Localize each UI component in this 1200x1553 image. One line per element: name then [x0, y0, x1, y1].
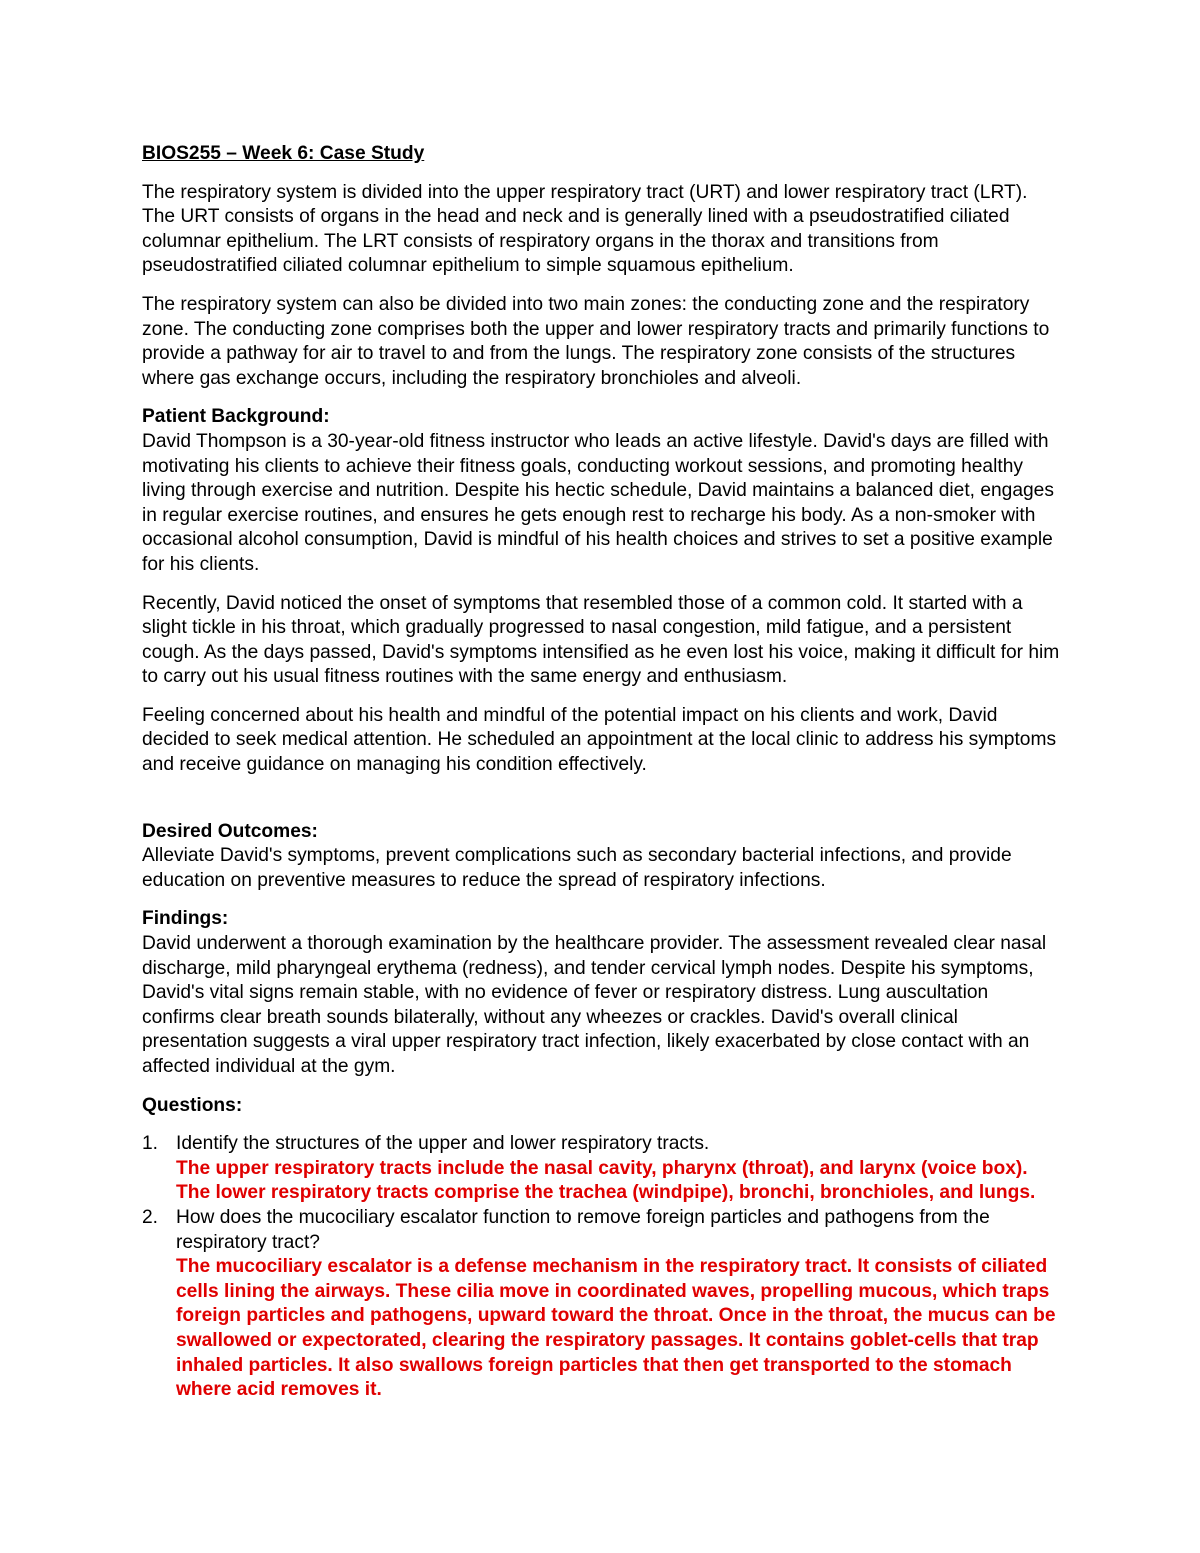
- document-body: [142, 142, 1062, 1403]
- patient-background-section: [142, 405, 1062, 577]
- intro-paragraph-1: The respiratory system is divided into the upper respiratory tract (URT) and lower respiratory tract (LRT). The URT consists of organs in the head and neck and is generally lined with a pseudostratified ciliated columnar epithelium. The LRT consists of respiratory organs in the thorax and transitions from pseudostratified ciliated columnar epithelium to simple squamous epithelium.: [142, 181, 1028, 277]
- page-title: BIOS255 – Week 6: Case Study: [142, 143, 425, 164]
- intro-paragraph-2: The respiratory system can also be divided into two main zones: the conducting zone and the respiratory zone. The conducting zone comprises both the upper and lower respiratory tracts and primarily functions to provide a pathway for air to travel to and from the lungs. The respiratory zone consists of the structures where gas exchange occurs, including the respiratory bronchioles and alveoli.: [142, 293, 1050, 389]
- question-item: [142, 1206, 1062, 1403]
- blank-line: [142, 792, 1062, 820]
- findings-section: [142, 907, 1062, 1079]
- questions-heading-label: Questions:: [142, 1094, 243, 1116]
- question-text: How does the mucociliary escalator function to remove foreign particles and pathogens from the respiratory tract?: [176, 1206, 990, 1253]
- answer-text: The mucociliary escalator is a defense mechanism in the respiratory tract. It consists of ciliated cells lining the airways. These cilia move in coordinated waves, propelling mucous, which traps foreign particles and pathogens, upward toward the throat. Once in the throat, the mucus can be swallowed or expectorated, clearing the respiratory passages. It contains goblet-cells that trap inhaled particles. It also swallows foreign particles that then get transported to the stomach where acid removes it.: [176, 1256, 1056, 1401]
- findings-heading: Findings:: [142, 908, 229, 930]
- patient-background-paragraph-2: Recently, David noticed the onset of symptoms that resembled those of a common cold. It started with a slight tickle in his throat, which gradually progressed to nasal congestion, mild fatigue, and a persistent cough. As the days passed, David's symptoms intensified as he even lost his voice, making it difficult for him to carry out his usual fitness routines with the same energy and enthusiasm.: [142, 592, 1060, 688]
- question-number: 1.: [142, 1133, 159, 1155]
- question-item: [142, 1132, 1062, 1206]
- desired-outcomes-text: Alleviate David's symptoms, prevent complications such as secondary bacterial infections, and provide education on preventive measures to reduce the spread of respiratory infections.: [142, 845, 1012, 891]
- patient-background-heading: Patient Background:: [142, 406, 330, 428]
- desired-outcomes-heading: Desired Outcomes:: [142, 820, 318, 842]
- patient-background-paragraph-3: Feeling concerned about his health and mindful of the potential impact on his clients and work, David decided to seek medical attention. He scheduled an appointment at the local clinic to address his symptoms and receive guidance on managing his condition effectively.: [142, 704, 1057, 776]
- patient-background-paragraph-1: David Thompson is a 30-year-old fitness instructor who leads an active lifestyle. David's days are filled with motivating his clients to achieve their fitness goals, conducting workout sessions, and promoting healthy living through exercise and nutrition. Despite his hectic schedule, David maintains a balanced diet, engages in regular exercise routines, and ensures he gets enough rest to recharge his body. As a non-smoker with occasional alcohol consumption, David is mindful of his health choices and strives to set a positive example for his clients.: [142, 430, 1054, 575]
- question-number: 2.: [142, 1206, 159, 1228]
- answer-text: The upper respiratory tracts include the nasal cavity, pharynx (throat), and larynx (voice box). The lower respiratory tracts comprise the trachea (windpipe), bronchi, bronchioles, and lungs.: [176, 1157, 1036, 1204]
- questions-heading: [142, 1094, 1062, 1119]
- questions-list: [142, 1132, 1062, 1403]
- desired-outcomes-section: [142, 820, 1062, 894]
- findings-text: David underwent a thorough examination by the healthcare provider. The assessment revealed clear nasal discharge, mild pharyngeal erythema (redness), and tender cervical lymph nodes. Despite his symptoms, David's vital signs remain stable, with no evidence of fever or respiratory distress. Lung auscultation confirms clear breath sounds bilaterally, without any wheezes or crackles. David's overall clinical presentation suggests a viral upper respiratory tract infection, likely exacerbated by close contact with an affected individual at the gym.: [142, 933, 1047, 1077]
- question-text: Identify the structures of the upper and lower respiratory tracts.: [176, 1133, 710, 1155]
